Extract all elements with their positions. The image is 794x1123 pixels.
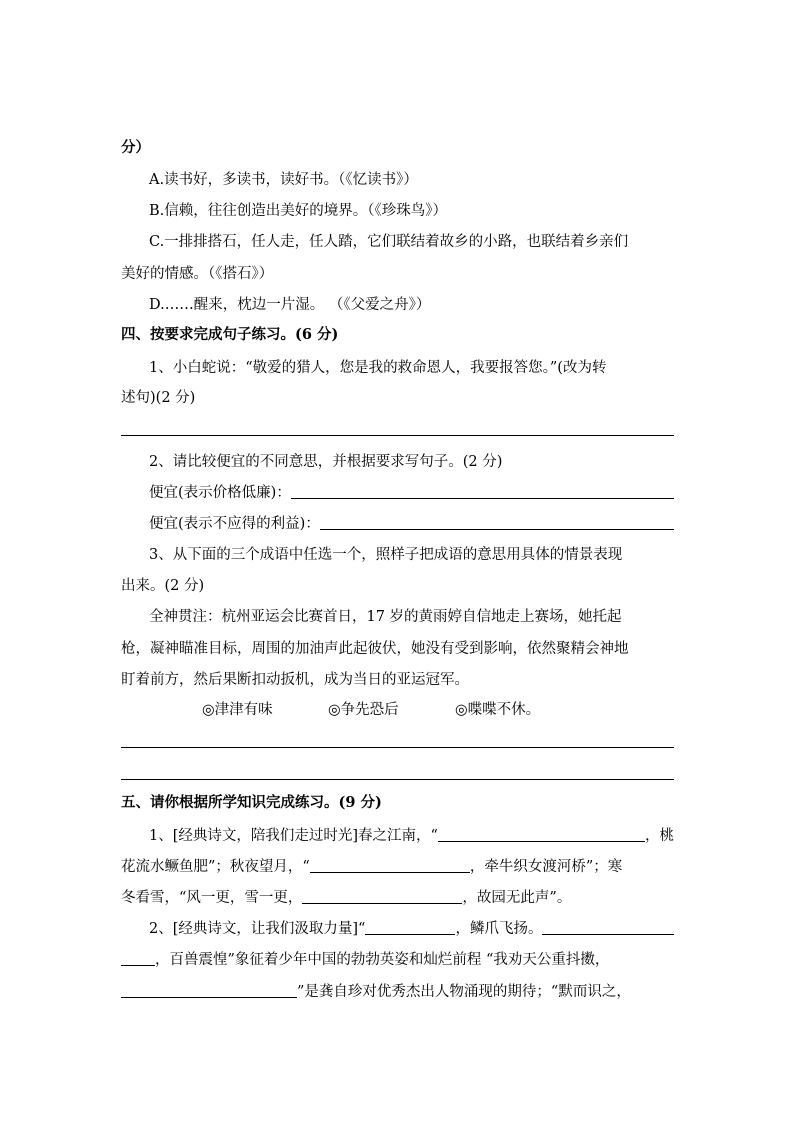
s5-q1-line3-text-b: ，故园无此声”。 bbox=[462, 890, 572, 906]
s5-q1-line1 bbox=[149, 826, 674, 846]
s5-q2-line1 bbox=[149, 919, 674, 939]
answer-blank[interactable] bbox=[302, 888, 462, 904]
idiom-option-2: ◎争先恐后 bbox=[328, 702, 399, 718]
answer-blank[interactable] bbox=[291, 483, 674, 499]
s5-q1-line2-text-a: 花流水鳜鱼肥”；秋夜望月，“ bbox=[121, 859, 310, 875]
s5-q2-line2-text: ，百兽震惶”象征着少年中国的勃勃英姿和灿烂前程 “我劝天公重抖擞， bbox=[155, 952, 610, 968]
s4-q2-b-label: 便宜(表示不应得的利益)： bbox=[149, 516, 320, 532]
answer-line[interactable] bbox=[121, 747, 674, 748]
s4-q2-a-row bbox=[149, 483, 674, 503]
s5-q2-line3-text: ”是龚自珍对优秀杰出人物涌现的期待；“默而识之， bbox=[297, 984, 631, 1000]
s5-q1-line2-text-b: ，牵牛织女渡河桥”；寒 bbox=[469, 859, 623, 875]
s5-q1-line3-text-a: 冬看雪，“风一更，雪一更， bbox=[121, 890, 303, 906]
s4-q1-line1: 1、小白蛇说：“敬爱的猎人，您是我的救命恩人，我要报答您。”(改为转 bbox=[149, 360, 607, 376]
answer-blank[interactable] bbox=[310, 857, 470, 873]
s5-q2-line1-text-b: ，鳞爪飞扬。 bbox=[455, 921, 543, 937]
option-c-line2: 美好的情感。（《搭石》） bbox=[121, 266, 274, 282]
answer-blank[interactable] bbox=[438, 826, 645, 842]
example-line2: 枪，凝神瞄准目标，周围的加油声此起彼伏，她没有受到影响，依然聚精会神地 bbox=[121, 641, 629, 657]
option-b: B.信赖，往往创造出美好的境界。（《珍珠鸟》） bbox=[149, 203, 448, 219]
section-5-heading: 五、请你根据所学知识完成练习。(9 分) bbox=[121, 794, 382, 811]
s4-q2-a-label: 便宜(表示价格低廉)： bbox=[149, 485, 291, 501]
idiom-option-1: ◎津津有味 bbox=[202, 702, 273, 718]
s5-q1-line2 bbox=[121, 857, 674, 877]
s5-q2-line3 bbox=[121, 982, 674, 1002]
option-d: D.……醒来，枕边一片湿。 （《父爱之舟》） bbox=[149, 297, 431, 313]
example-line1: 全神贯注：杭州亚运会比赛首日，17 岁的黄雨婷自信地走上赛场，她托起 bbox=[149, 609, 622, 625]
s5-q1-line3 bbox=[121, 888, 674, 908]
s4-q2: 2、请比较便宜的不同意思，并根据要求写句子。(2 分) bbox=[149, 454, 503, 470]
option-a: A.读书好，多读书，读好书。（《忆读书》） bbox=[149, 172, 418, 188]
fragment-text: 分） bbox=[121, 139, 150, 156]
s5-q2-line1-text-a: 2、[经典诗文，让我们汲取力量]“ bbox=[149, 921, 366, 937]
answer-blank[interactable] bbox=[121, 950, 155, 966]
section-4-heading: 四、按要求完成句子练习。(6 分) bbox=[121, 326, 339, 343]
answer-line[interactable] bbox=[121, 779, 674, 780]
s4-q3-line1: 3、从下面的三个成语中任选一个，照样子把成语的意思用具体的情景表现 bbox=[149, 547, 623, 563]
s4-q2-b-row bbox=[149, 514, 674, 534]
s5-q2-line2 bbox=[121, 950, 674, 970]
option-c-line1: C.一排排搭石，任人走，任人踏，它们联结着故乡的小路，也联结着乡亲们 bbox=[149, 234, 629, 250]
answer-blank[interactable] bbox=[320, 514, 674, 530]
answer-blank[interactable] bbox=[365, 919, 455, 935]
answer-blank[interactable] bbox=[542, 919, 674, 935]
idiom-option-3: ◎喋喋不休。 bbox=[455, 702, 541, 718]
s5-q1-line1-text-b: ，桃 bbox=[645, 828, 674, 844]
s4-q1-line2: 述句)(2 分) bbox=[121, 390, 196, 406]
example-line3: 盯着前方，然后果断扣动扳机，成为当日的亚运冠军。 bbox=[121, 672, 469, 688]
answer-line[interactable] bbox=[121, 435, 674, 436]
s4-q3-line2: 出来。(2 分) bbox=[121, 578, 205, 594]
answer-blank[interactable] bbox=[121, 982, 297, 998]
s5-q1-line1-text-a: 1、[经典诗文，陪我们走过时光]春之江南，“ bbox=[149, 828, 438, 844]
